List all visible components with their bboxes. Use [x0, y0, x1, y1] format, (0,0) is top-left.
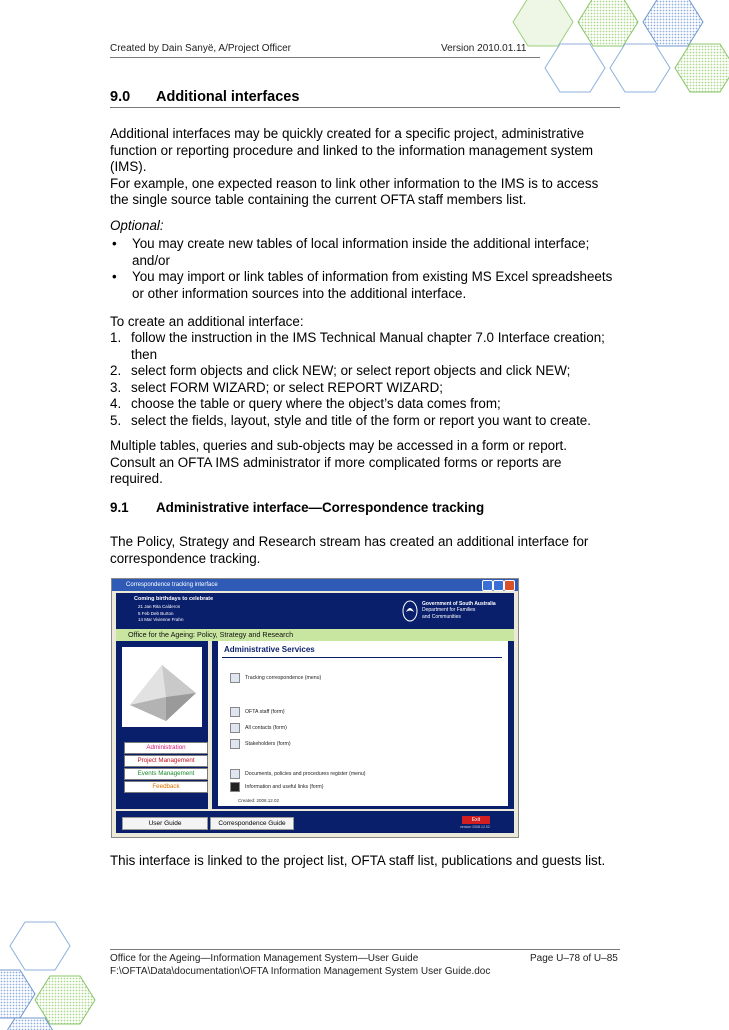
form-button-icon[interactable]: [230, 723, 240, 733]
header-version: Version 2010.01.11: [441, 43, 527, 54]
list-item: [110, 396, 630, 413]
list-item: [110, 380, 630, 397]
hexagon-decoration-bottom: [0, 920, 105, 1030]
services-rule: [222, 657, 502, 658]
text-line: select FORM WIZARD; or select REPORT WIZARD;: [131, 379, 443, 395]
bottom-bar: [116, 811, 514, 833]
hexagon-shape: [675, 44, 729, 92]
hexagon-shape: [578, 0, 638, 46]
nav-administration-button[interactable]: Administration: [124, 742, 208, 754]
gov-line: Department for Families: [422, 607, 476, 614]
step-number: 4.: [110, 396, 122, 411]
menu-item-label: Tracking correspondence (menu): [245, 675, 322, 681]
minimize-icon: [482, 580, 493, 591]
footer-title: Office for the Ageing—Information Management System—User Guide: [110, 953, 419, 964]
footer-rule: [110, 949, 620, 950]
menu-item-label: Stakeholders (form): [245, 741, 291, 747]
text-line: then: [131, 346, 158, 362]
optional-bullets: [110, 236, 630, 302]
text-line: Multiple tables, queries and sub-objects may be accessed in a form or report.: [110, 438, 567, 453]
subsection-title: Administrative interface—Correspondence tracking: [156, 500, 485, 515]
list-item: [110, 269, 630, 302]
steps-list: [110, 330, 630, 429]
page-number: Page U–78 of U–85: [530, 953, 618, 964]
step-number: 5.: [110, 412, 122, 428]
hexagon-shape: [513, 0, 573, 46]
nav-feedback-button[interactable]: Feedback: [124, 781, 208, 793]
exit-button[interactable]: Exit: [462, 816, 490, 824]
section-number: 9.0: [110, 89, 131, 105]
text-line: (IMS).: [110, 159, 147, 174]
text-line: or other information sources into the additional interface.: [132, 285, 467, 301]
version-label: version 2008.12.02: [460, 825, 490, 829]
text-line: the single source table containing the current OFTA staff members list.: [110, 192, 527, 207]
multiple-tables-paragraph: [110, 438, 630, 488]
text-line: function or reporting procedure and linked to the information management system: [110, 142, 594, 158]
text-line: correspondence tracking.: [110, 550, 261, 566]
services-title: Administrative Services: [224, 645, 315, 654]
text-line: required.: [110, 471, 163, 486]
list-item: [110, 330, 630, 363]
list-item: [110, 236, 630, 269]
link-button-icon[interactable]: [230, 782, 240, 792]
hexagon-shape: [545, 44, 605, 92]
hexagon-decoration-top: [500, 0, 729, 95]
text-line: and/or: [132, 252, 170, 268]
window-titlebar: [112, 579, 518, 591]
menu-item[interactable]: [230, 673, 321, 683]
text-line: select form objects and click NEW; or select report objects and click NEW;: [131, 363, 571, 378]
birthdays-list: [138, 604, 183, 624]
menu-item-label: All contacts (form): [245, 725, 287, 731]
birthdays-title: Coming birthdays to celebrate: [134, 596, 214, 602]
text-line: The Policy, Strategy and Research stream has created an additional interface for: [110, 534, 589, 549]
correspondence-interface-screenshot: [111, 578, 519, 838]
government-text: [422, 601, 496, 620]
text-line: select the fields, layout, style and title of the form or report you want to create.: [131, 412, 591, 428]
menu-item-label: Documents, policies and procedures register (menu): [245, 771, 366, 777]
footer-path: F:\OFTA\Data\documentation\OFTA Information Management System User Guide.doc: [110, 966, 491, 977]
hexagon-shape: [10, 922, 70, 970]
window-title: Correspondence tracking interface: [126, 582, 218, 588]
form-button-icon[interactable]: [230, 739, 240, 749]
birthday-item: 21 Jan Rita Calderon: [138, 604, 181, 609]
hexagon-shape: [0, 970, 35, 1018]
maximize-icon: [493, 580, 504, 591]
menu-item[interactable]: [230, 707, 285, 717]
header-rule: [110, 57, 540, 58]
step-number: 3.: [110, 379, 122, 395]
list-item: [110, 413, 630, 430]
government-crest-icon: [402, 600, 418, 622]
screenshot-caption: This interface is linked to the project list, OFTA staff list, publications and guests list.: [110, 853, 606, 868]
heading-rule: [110, 107, 620, 108]
hexagon-shape: [643, 0, 703, 46]
text-line: • You may create new tables of local information inside the additional interface;: [132, 236, 590, 251]
user-guide-button[interactable]: User Guide: [122, 817, 208, 830]
menu-item[interactable]: [230, 739, 291, 749]
hexagon-shape: [610, 44, 670, 92]
step-number: 2.: [110, 363, 122, 378]
steps-intro: To create an additional interface:: [110, 314, 304, 329]
nav-events-management-button[interactable]: Events Management: [124, 768, 208, 780]
left-panel: [116, 641, 208, 809]
menu-item-label: Information and useful links (form): [245, 784, 324, 790]
text-line: follow the instruction in the IMS Technical Manual chapter 7.0 Interface creation;: [131, 330, 605, 345]
services-panel: [218, 641, 508, 806]
office-bar: Office for the Ageing: Policy, Strategy and Research: [116, 629, 514, 641]
menu-item[interactable]: [230, 769, 366, 779]
gov-line: Government of South Australia: [422, 601, 496, 607]
envelope-image: [122, 647, 202, 727]
correspondence-guide-button[interactable]: Correspondence Guide: [210, 817, 294, 830]
text-line: choose the table or query where the object’s data comes from;: [131, 396, 501, 411]
birthday-item: 5 Feb Deb Burton: [138, 610, 174, 616]
text-line: Consult an OFTA IMS administrator if more complicated forms or reports are: [110, 454, 562, 470]
form-button-icon[interactable]: [230, 769, 240, 779]
menu-item[interactable]: [230, 723, 287, 733]
form-button-icon[interactable]: [230, 673, 240, 683]
text-line: Additional interfaces may be quickly created for a specific project, administrative: [110, 126, 585, 141]
section-title: Additional interfaces: [156, 89, 300, 105]
text-line: For example, one expected reason to link other information to the IMS is to access: [110, 175, 599, 191]
birthday-item: 14 Mar Vivienne Frahn: [138, 617, 184, 622]
nav-project-management-button[interactable]: Project Management: [124, 755, 208, 767]
hexagon-shape: [35, 976, 95, 1024]
close-icon: [504, 580, 515, 591]
correspondence-paragraph: [110, 534, 630, 567]
step-number: 1.: [110, 330, 122, 345]
header-author: Created by Dain Sanyë, A/Project Officer: [110, 43, 292, 54]
menu-item-label: OFTA staff (form): [245, 709, 285, 715]
gov-line: and Communities: [422, 613, 461, 620]
subsection-number: 9.1: [110, 500, 129, 515]
created-date: Created: 2008.12.02: [238, 798, 280, 803]
text-line: • You may import or link tables of information from existing MS Excel spreadsheets: [132, 269, 613, 284]
optional-label: Optional:: [110, 218, 164, 233]
menu-item[interactable]: [230, 782, 323, 792]
banner: [116, 593, 514, 629]
intro-paragraph: [110, 126, 630, 209]
list-item: [110, 363, 630, 380]
form-button-icon[interactable]: [230, 707, 240, 717]
